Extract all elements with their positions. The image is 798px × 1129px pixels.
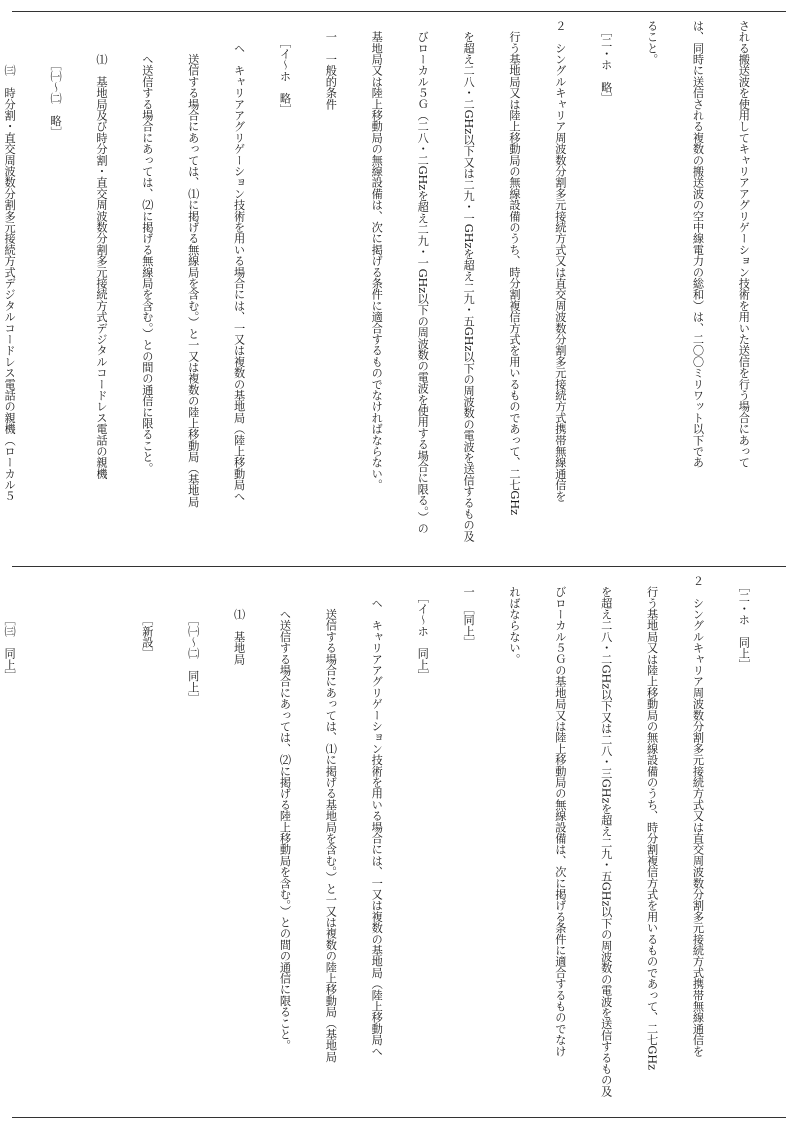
text-line: ［新設］ bbox=[140, 575, 154, 659]
text-line bbox=[48, 575, 63, 1110]
text-line: ［㈠～㈡ 同上］ bbox=[186, 575, 200, 704]
text-line: を超え二八・二GHz以下又は二九・一GHzを超え二九・五GHz以下の周波数の電波を送信するもの及 bbox=[462, 20, 476, 542]
text-line: ヘ キャリアアグリゲーション技術を用いる場合には、一又は複数の基地局（陸上移動局へ bbox=[232, 20, 246, 502]
text-line: ２ シングルキャリア周波数分割多元接続方式又は直交周波数分割多元接続方式携帯無線通信を bbox=[553, 20, 567, 502]
text-line: 基地局又は陸上移動局の無線設備は、次に掲げる条件に適合するものでなければならない。 bbox=[370, 20, 384, 491]
text-line: ヘ キャリアアグリゲーション技術を用いる場合には、一又は複数の基地局（陸上移動局へ bbox=[370, 575, 384, 1057]
text-line: ２ シングルキャリア周波数分割多元接続方式又は直交周波数分割多元接続方式携帯無線通信を bbox=[691, 575, 705, 1057]
middle-rule bbox=[12, 566, 786, 567]
text-line: は、同時に送信される複数の搬送波の空中線電力の総和）は、二〇〇ミリワット以下であ bbox=[691, 20, 705, 468]
amended-text-panel bbox=[3, 20, 782, 558]
text-line: へ送信する場合にあっては、⑵に掲げる陸上移動局を含む。）との間の通信に限ること。 bbox=[278, 575, 292, 1051]
text-line: ⑴ 基地局 bbox=[232, 575, 246, 665]
text-line: ［二・ホ 同上］ bbox=[737, 575, 751, 671]
text-line bbox=[94, 575, 109, 1110]
text-line: 送信する場合にあっては、⑴に掲げる基地局を含む。）と一又は複数の陸上移動局（基地局 bbox=[324, 575, 338, 1063]
bottom-rule bbox=[12, 1117, 786, 1118]
top-rule bbox=[12, 11, 786, 12]
text-line: ［イ～ホ 略］ bbox=[278, 20, 292, 116]
text-line: ㈢ 時分割・直交周波数分割多元接続方式デジタルコードレス電話の親機（ローカル５ bbox=[3, 20, 17, 502]
amended-text-columns bbox=[0, 20, 782, 558]
text-line: を超え二八・二GHz以下又は二八・三GHzを超え二九・五GHz以下の周波数の電波を送信するもの及 bbox=[599, 575, 613, 1097]
text-line: 行う基地局又は陸上移動局の無線設備のうち、時分割複信方式を用いるものであって、二七GHz bbox=[645, 575, 659, 1070]
text-line: ［イ～ホ 同上］ bbox=[416, 575, 430, 682]
text-line: ［二・ホ 略］ bbox=[599, 20, 613, 104]
current-text-panel bbox=[3, 575, 782, 1110]
text-line: ［㈢ 同上］ bbox=[3, 575, 17, 682]
text-line: へ送信する場合にあっては、⑵に掲げる無線局を含む。）との間の通信に限ること。 bbox=[140, 20, 154, 474]
text-line: びローカル５Ｇの基地局又は陸上移動局の無線設備は、次に掲げる条件に適合するものでなけ bbox=[553, 575, 567, 1057]
text-line: ること。 bbox=[645, 20, 659, 65]
text-line: 送信する場合にあっては、⑴に掲げる無線局を含む。）と一又は複数の陸上移動局（基地局 bbox=[186, 20, 200, 508]
text-line: ればならない。 bbox=[507, 575, 521, 665]
current-text-columns bbox=[0, 575, 782, 1110]
text-line: ⑴ 基地局及び時分割・直交周波数分割多元接続方式デジタルコードレス電話の親機 bbox=[94, 20, 108, 480]
text-line: 行う基地局又は陸上移動局の無線設備のうち、時分割複信方式を用いるものであって、二七GHz bbox=[507, 20, 521, 515]
text-line: 一 一般的条件 bbox=[324, 20, 338, 110]
text-line: される搬送波を使用してキャリアアグリゲーション技術を用いた送信を行う場合にあって bbox=[737, 20, 751, 468]
text-line: 一 ［同上］ bbox=[462, 575, 476, 648]
text-line: ［㈠～㈡ 略］ bbox=[49, 20, 63, 138]
text-line: びローカル５Ｇ（二八・二GHzを超え二九・一GHz以下の周波数の電波を使用する場合に限る。）の bbox=[416, 20, 430, 534]
